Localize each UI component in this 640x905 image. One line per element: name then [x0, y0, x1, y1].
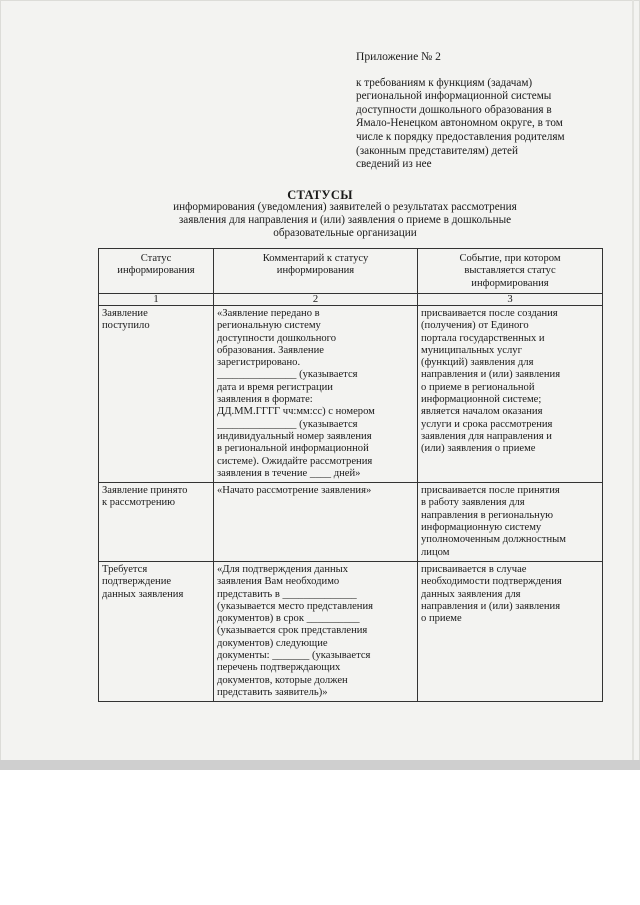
document-subtitle: информирования (уведомления) заявителей о результатах рассмотрения заявления для направления и (или) заявления о приеме в дошкольные образовательные организации — [173, 201, 517, 239]
column-number: 1 — [99, 294, 214, 306]
appendix-block — [356, 50, 606, 172]
column-number: 3 — [418, 294, 603, 306]
comment-cell: «Для подтверждения данных заявления Вам необходимо представить в ______________ (указывается место представления документов) в срок __________ (указывается срок представления документов) следующие документы: _______ (указывается перечень подтверждающих документов, которые должен представить заявитель)» — [214, 561, 418, 701]
appendix-description: к требованиям к функциям (задачам) региональной информационной системы доступности дошкольного образования в Ямало-Ненецком автономном округе, в том числе к порядку предоставления родителям (законным представителям) детей сведений из нее — [356, 76, 565, 171]
status-cell: Требуется подтверждение данных заявления — [99, 561, 214, 701]
header-comment: Комментарий к статусу информирования — [214, 249, 418, 294]
header-event: Событие, при котором выставляется статус информирования — [418, 249, 603, 294]
event-cell: присваивается в случае необходимости подтверждения данных заявления для направления и (или) заявления о приеме — [418, 561, 603, 701]
event-cell: присваивается после принятия в работу заявления для направления в региональную информационную систему уполномоченным должностным лицом — [418, 483, 603, 562]
table-header-row — [99, 249, 603, 294]
appendix-number: Приложение № 2 — [356, 50, 441, 63]
event-cell: присваивается после создания (получения) от Единого портала государственных и муниципальных услуг (функций) заявления для направления и (или) заявления о приеме в региональной информационной системе; является началом оказания услуги и срока рассмотрения заявления для направления и (или) заявления о приеме — [418, 306, 603, 483]
scan-bottom-band — [0, 760, 640, 770]
document-title: СТАТУСЫ — [287, 188, 353, 202]
comment-cell: «Заявление передано в региональную систему доступности дошкольного образования. Заявление зарегистрировано. _______________ (указывается дата и время регистрации заявления в формате: ДД.ММ.ГГГГ чч:мм:сс) с номером _______________ (указывается индивидуальный номер заявления в региональной информационной системе). Ожидайте рассмотрения заявления в течение ____ дней» — [214, 306, 418, 483]
page-edge-shadow — [632, 0, 634, 760]
header-status: Статус информирования — [99, 249, 214, 294]
column-number: 2 — [214, 294, 418, 306]
status-cell: Заявление поступило — [99, 306, 214, 483]
table-row — [99, 561, 603, 701]
column-number-row — [99, 294, 603, 306]
table-row — [99, 306, 603, 483]
table-row — [99, 483, 603, 562]
status-table — [98, 248, 603, 702]
status-cell: Заявление принято к рассмотрению — [99, 483, 214, 562]
comment-cell: «Начато рассмотрение заявления» — [214, 483, 418, 562]
